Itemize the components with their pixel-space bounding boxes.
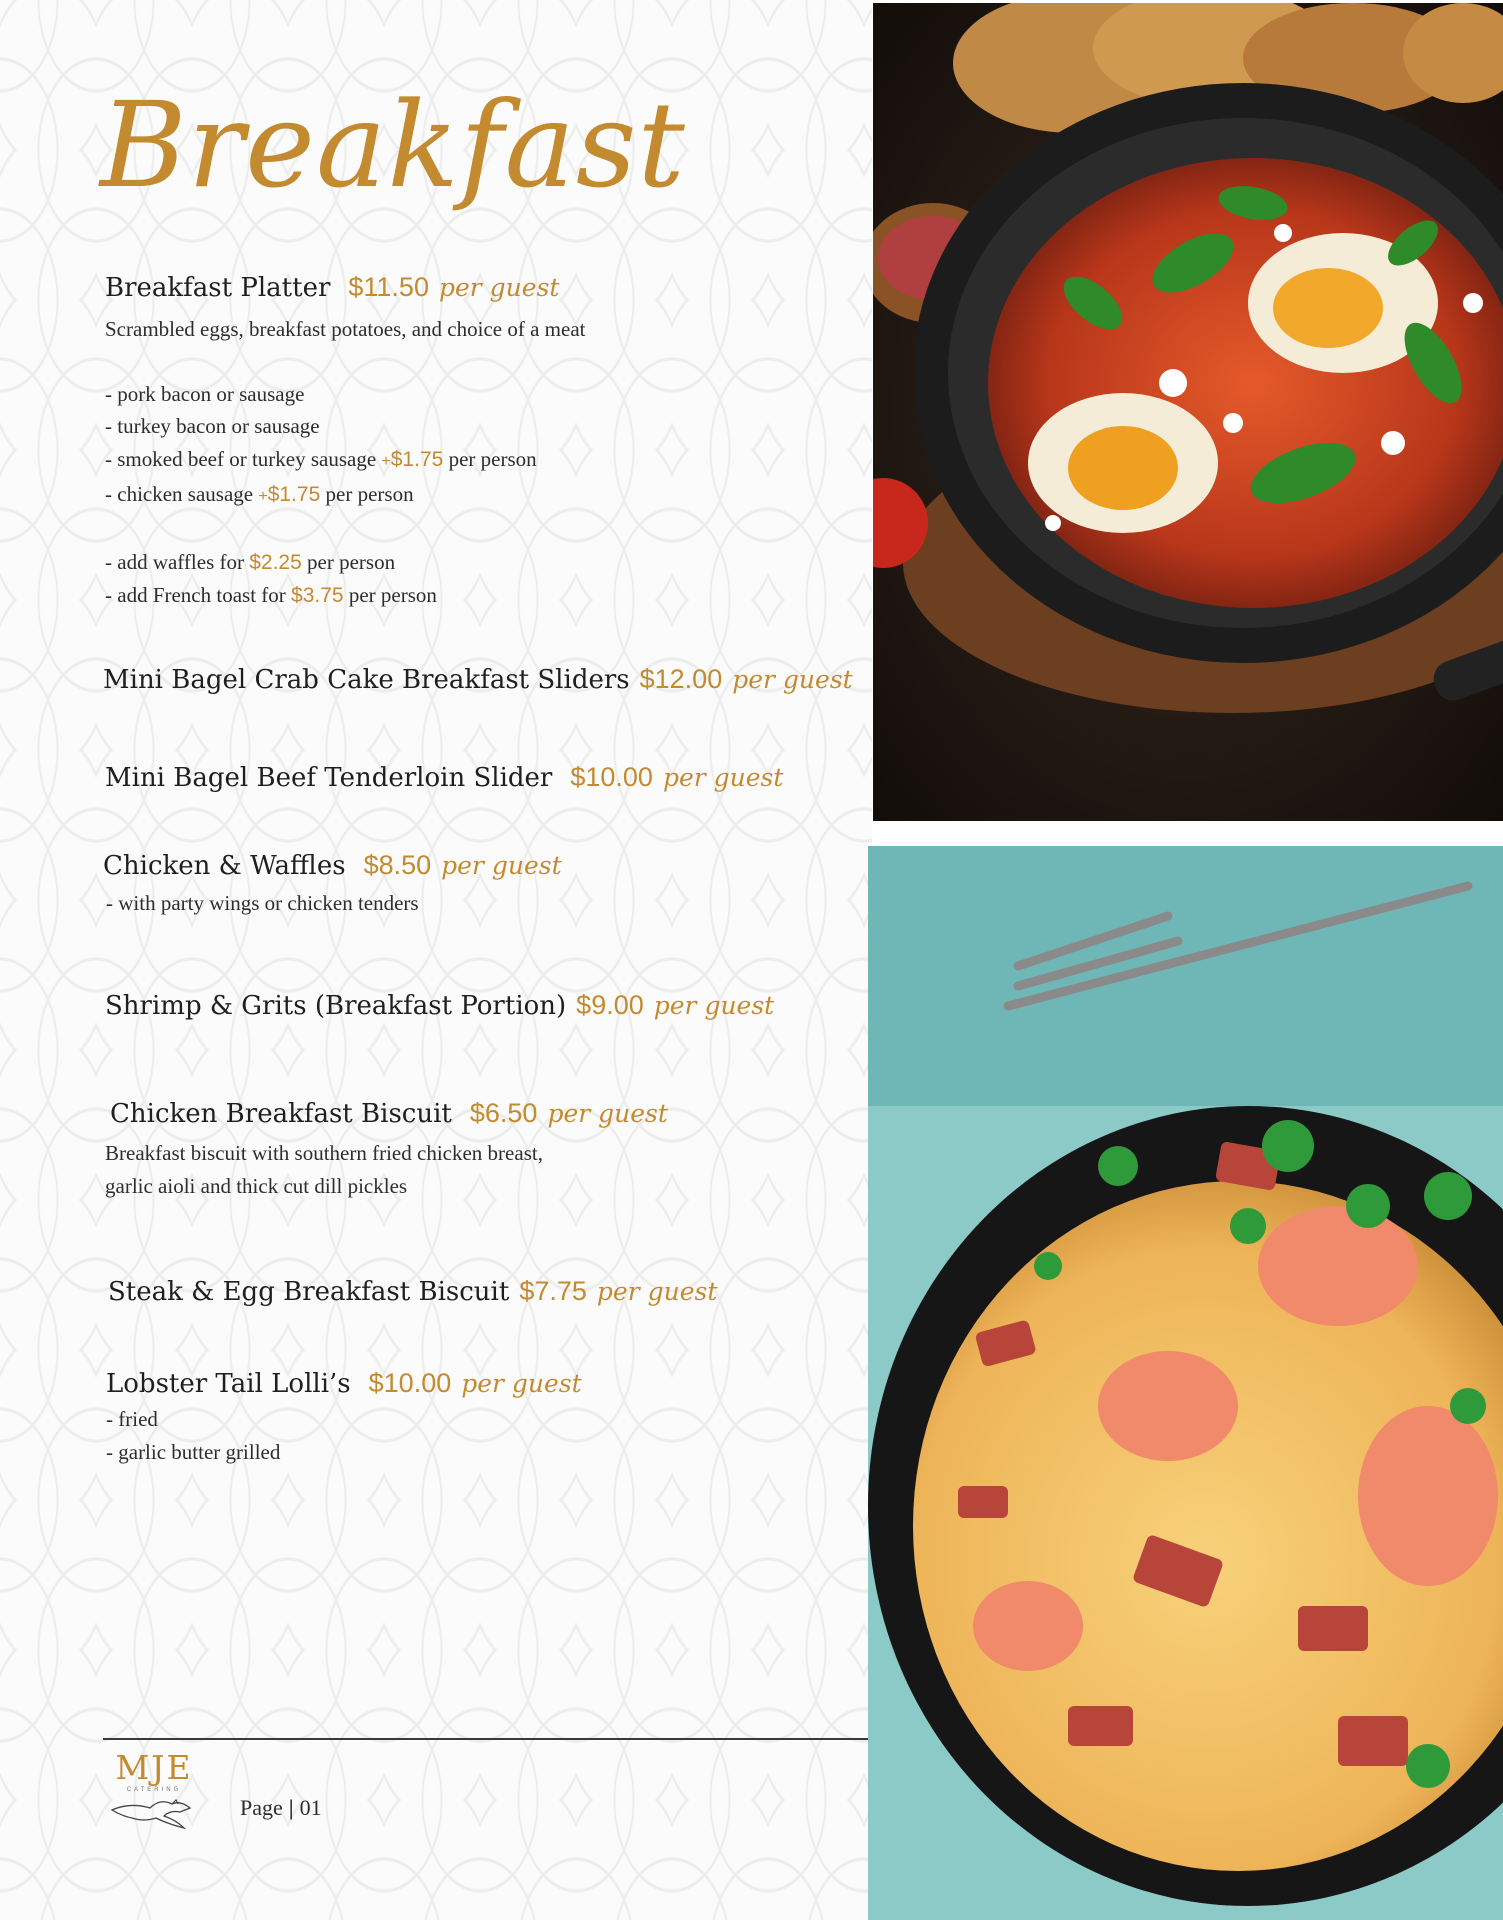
- menu-item-crab-sliders: [103, 664, 943, 695]
- meat-option: - chicken sausage +$1.75 per person: [105, 482, 414, 506]
- menu-item-breakfast-platter: [105, 272, 945, 613]
- item-option: - garlic butter grilled: [106, 1439, 281, 1464]
- item-description: Scrambled eggs, breakfast potatoes, and choice of a meat: [105, 317, 586, 341]
- menu-item-lobster-lollis: [106, 1368, 946, 1468]
- item-price: $7.75: [519, 1276, 587, 1306]
- item-price: $11.50: [348, 272, 429, 302]
- photo-shrimp-grits: [868, 846, 1503, 1920]
- meat-option: - turkey bacon or sausage: [105, 414, 320, 438]
- item-description: garlic aioli and thick cut dill pickles: [105, 1173, 408, 1198]
- item-price: $10.00: [570, 762, 653, 792]
- menu-item-shrimp-grits: [105, 990, 945, 1021]
- per-guest-label: per guest: [441, 851, 562, 880]
- item-price: $9.00: [576, 990, 644, 1020]
- per-guest-label: per guest: [653, 991, 775, 1020]
- meat-option: - smoked beef or turkey sausage +$1.75 per person: [105, 446, 537, 471]
- item-name: Breakfast Platter: [105, 273, 331, 303]
- per-guest-label: per guest: [438, 273, 560, 302]
- item-price: $12.00: [639, 664, 723, 694]
- item-name: Shrimp & Grits (Breakfast Portion): [105, 991, 567, 1021]
- company-logo: MJE CATERING: [108, 1748, 208, 1828]
- option-price: $1.75: [267, 483, 321, 506]
- page-title: Breakfast: [100, 76, 686, 214]
- item-name: Chicken & Waffles: [103, 851, 346, 881]
- eagle-icon: [110, 1794, 206, 1830]
- addon-option: - add waffles for $2.25 per person: [105, 549, 396, 574]
- per-guest-label: per guest: [547, 1099, 668, 1128]
- footer-divider: [103, 1738, 870, 1740]
- option-price: $3.75: [291, 584, 344, 607]
- item-name: Mini Bagel Crab Cake Breakfast Sliders: [103, 665, 630, 695]
- addon-option: - add French toast for $3.75 per person: [105, 583, 437, 607]
- item-option: - fried: [106, 1407, 158, 1431]
- menu-item-beef-slider: [105, 762, 945, 793]
- menu-item-chicken-waffles: [103, 850, 943, 920]
- per-guest-label: per guest: [461, 1369, 582, 1398]
- option-price: $1.75: [390, 447, 444, 471]
- photo-shakshuka-skillet: [873, 3, 1503, 821]
- meat-option: - pork bacon or sausage: [105, 381, 305, 406]
- item-price: $8.50: [363, 850, 432, 880]
- per-guest-label: per guest: [732, 665, 853, 694]
- per-guest-label: per guest: [662, 763, 784, 792]
- menu-item-chicken-biscuit: [105, 1098, 950, 1202]
- item-name: Mini Bagel Beef Tenderloin Slider: [105, 763, 553, 793]
- item-option: - with party wings or chicken tenders: [106, 891, 419, 915]
- item-name: Chicken Breakfast Biscuit: [110, 1099, 452, 1129]
- item-name: Steak & Egg Breakfast Biscuit: [108, 1277, 510, 1307]
- item-price: $10.00: [368, 1368, 452, 1398]
- item-price: $6.50: [469, 1098, 538, 1128]
- menu-item-steak-egg-biscuit: [108, 1276, 948, 1307]
- per-guest-label: per guest: [596, 1277, 718, 1306]
- option-price: $2.25: [249, 550, 302, 574]
- page-number: Page | 01: [240, 1795, 322, 1820]
- item-name: Lobster Tail Lolli’s: [106, 1369, 351, 1399]
- item-description: Breakfast biscuit with southern fried chicken breast,: [105, 1141, 543, 1165]
